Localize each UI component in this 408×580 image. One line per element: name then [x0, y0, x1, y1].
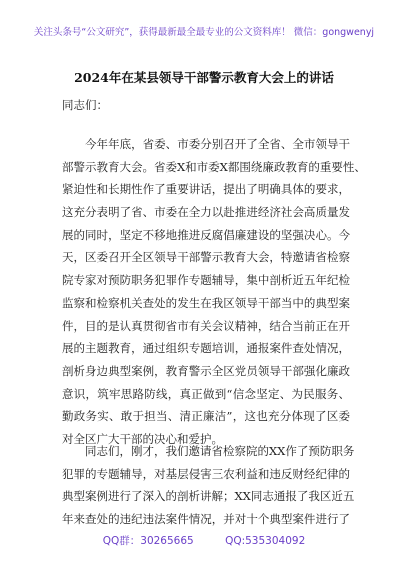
text-line: 意识，筑牢思路防线，真正做到“信念坚定、为民服务、 — [62, 386, 350, 401]
document-title: 2024年在某县领导干部警示教育大会上的讲话 — [74, 70, 334, 85]
text-line: 展的主题教育，通过组织专题培训，通报案件查处情况， — [62, 341, 350, 356]
paragraph-2 — [62, 440, 355, 531]
text-line: 年来查处的违纪违法案件情况，并对十个典型案件进行了 — [62, 512, 350, 527]
salutation: 同志们： — [62, 98, 108, 112]
text-line: 剖析身边典型案例，教育警示全区党员领导干部强化廉政 — [62, 363, 350, 378]
text-line: 同志们，刚才，我们邀请省检察院的XX作了预防职务 — [62, 444, 355, 458]
text-line: 对全区广大干部的决心和爱护。 — [62, 431, 223, 446]
header-note: 关注头条号“公文研究”，获得最新最全最专业的公文资料库！ 微信：gongwenyj — [33, 27, 375, 38]
text-line: 典型案例进行了深入的剖析讲解；XX同志通报了我区近五 — [62, 489, 355, 504]
text-line: 天，区委召开全区领导干部警示教育大会，特邀请省检察 — [62, 250, 350, 265]
text-line: 部警示教育大会。省委X和市委X都围绕廉政教育的重要性、 — [62, 159, 366, 174]
text-line: 院专家对预防职务犯罪作专题辅导，集中剖析近五年纪检 — [62, 273, 350, 288]
text-line: 紧迫性和长期性作了重要讲话，提出了明确具体的要求， — [62, 182, 350, 197]
qq-group-number: QQ群：30265665 — [102, 535, 194, 547]
text-line: 犯罪的专题辅导，对基层侵害三农利益和违反财经纪律的 — [62, 466, 350, 481]
footer-contact — [0, 533, 408, 548]
text-line: 件，目的是认真贯彻省市有关会议精神，结合当前正在开 — [62, 318, 350, 333]
text-line: 监察和检察机关查处的发生在我区领导干部当中的典型案 — [62, 295, 350, 310]
qq-number: QQ:535304092 — [225, 535, 306, 547]
text-line: 展的同时，坚定不移地推进反腐倡廉建设的坚强决心。今 — [62, 227, 350, 242]
text-line: 这充分表明了省、市委在全力以赴推进经济社会高质量发 — [62, 205, 350, 220]
text-line: 勤政务实、敢于担当、清正廉洁”，这也充分体现了区委 — [62, 409, 350, 424]
text-line: 今年年底，省委、市委分别召开了全省、全市领导干 — [62, 137, 350, 151]
